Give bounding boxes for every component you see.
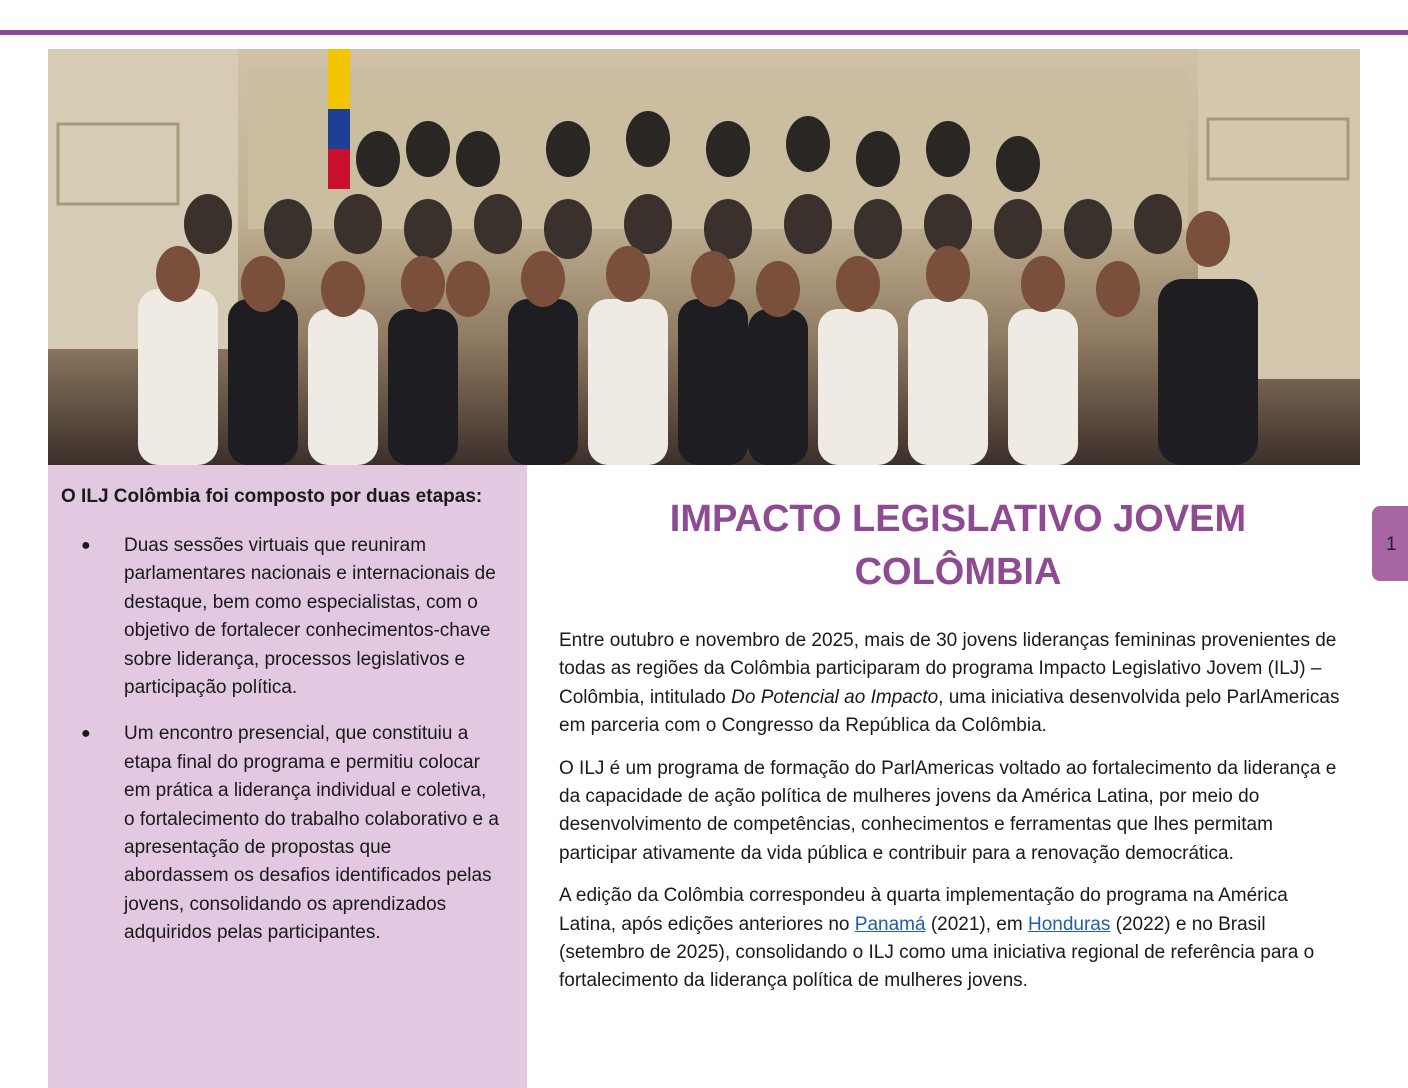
page-number-tab — [1372, 506, 1408, 581]
p1-text-end: , uma iniciativa desenvolvida pelo ParlAmericas em parceria com o Congresso da República da Colômbia. — [559, 686, 1340, 737]
top-accent-rule — [0, 30, 1408, 35]
paragraph-3 — [559, 882, 1349, 996]
honduras-link[interactable]: Honduras — [1027, 913, 1111, 935]
program-title: Do Potencial ao Impacto — [731, 686, 939, 708]
p3-text-end: (2022) e no Brasil (setembro de 2025), consolidando o ILJ como uma iniciativa regional de referência para o fortalecimento da liderança política de mulheres jovens. — [559, 913, 1315, 992]
paragraph-1 — [559, 627, 1349, 741]
main-article — [559, 493, 1349, 1010]
list-item — [61, 720, 499, 947]
p3-text: A edição da Colômbia correspondeu à quarta implementação do programa na América Latina, após edições anteriores no — [559, 885, 1288, 935]
title-line-2: COLÔMBIA — [854, 551, 1062, 593]
stages-sidebar — [48, 465, 527, 1088]
group-photo — [48, 49, 1360, 465]
page-title — [559, 493, 1349, 599]
list-item-text: Um encontro presencial, que constituiu a etapa final do programa e permitiu colocar em prática a liderança individual e coletiva, o fortalecimento do trabalho colaborativo e a apresentação de propostas que abordassem os desafios identificados pelas jovens, consolidando os aprendizados adquiridos pelas participantes. — [124, 723, 499, 944]
list-item — [61, 532, 499, 702]
paragraph-2: O ILJ é um programa de formação do ParlAmericas voltado ao fortalecimento da liderança e da capacidade de ação política de mulheres jovens da América Latina, por meio do desenvolvimento de competências, conhecimentos e ferramentas que lhes permitam participar ativamente da vida pública e contribuir para a renovação democrática. — [559, 757, 1337, 864]
sidebar-intro: O ILJ Colômbia foi composto por duas etapas: — [61, 486, 483, 507]
page-number: 1 — [1386, 534, 1397, 555]
stages-list — [61, 532, 499, 948]
group-photo-illustration — [48, 49, 1360, 465]
bullet-icon: ● — [81, 725, 91, 743]
bullet-icon: ● — [81, 537, 91, 554]
p1-text: Entre outubro e novembro de 2025, mais de 30 jovens lideranças femininas provenientes de todas as regiões da Colômbia participaram do programa Impacto Legislativo Jovem (ILJ) – Colômbia, intitulado — [559, 630, 1337, 708]
panama-link[interactable]: Panamá — [854, 913, 926, 935]
p3-text-mid: (2021), em — [925, 913, 1028, 935]
title-line-1: IMPACTO LEGISLATIVO JOVEM — [669, 498, 1247, 540]
list-item-text: Duas sessões virtuais que reuniram parlamentares nacionais e internacionais de destaque, bem como especialistas, com o objetivo de fortalecer conhecimentos-chave sobre liderança, processos legislativos e participação política. — [124, 535, 496, 699]
